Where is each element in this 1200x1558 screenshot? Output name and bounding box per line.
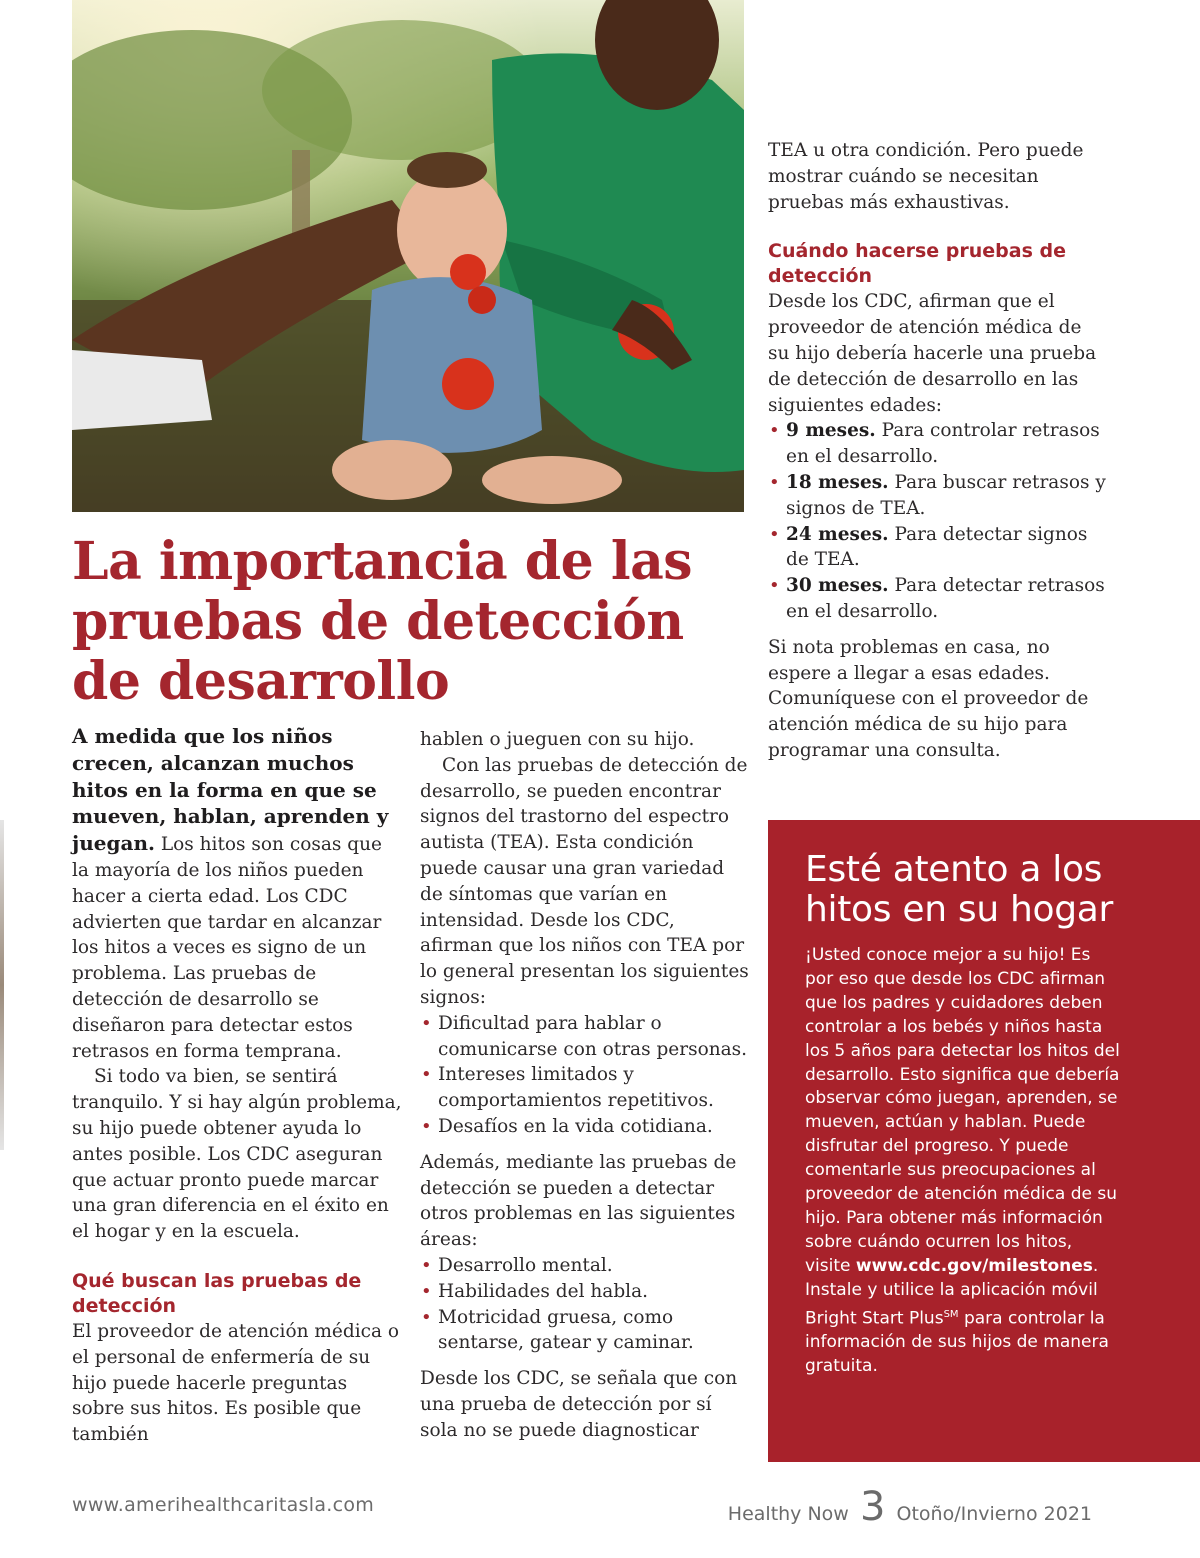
list-item: • 18 meses. Para buscar retrasos y signos de TEA. (769, 471, 1106, 519)
paragraph: Con las pruebas de detección de desarrollo, se pueden encontrar signos del trastorno del espectro autista (TEA). Esta condición puede causar una gran variedad de síntomas que varían en intensidad. Desde los CDC, afirman que los niños con TEA por lo general presentan los siguientes signos: (420, 754, 749, 1008)
bullet-icon: • (421, 1115, 432, 1137)
photo-mother-baby-tomatoes-icon (72, 0, 744, 512)
hero-photo (72, 0, 744, 512)
bullet-icon: • (769, 523, 780, 545)
paragraph: Además, mediante las pruebas de detección se pueden a detectar otros problemas en las siguientes áreas: (420, 1151, 737, 1251)
signs-list (420, 1011, 752, 1140)
intro-lead: A medida que los niños crecen, alcanzan muchos hitos en la forma en que se mueven, hablan, aprenden y juegan. (72, 724, 389, 856)
list-item: • Desarrollo mental. (420, 1253, 752, 1279)
bullet-icon: • (421, 1064, 432, 1086)
intro-rest: Los hitos son cosas que la mayoría de los niños pueden hacer a cierta edad. Los CDC advierten que tardar en alcanzar los hitos a veces es signo de un problema. Las pruebas de detección de desarrollo se diseñaron para detectar estos retrasos en forma temprana. (72, 834, 382, 1062)
page-edge-shadow (0, 820, 4, 1150)
continued-text: TEA u otra condición. Pero puede mostrar cuándo se necesitan pruebas más exhaustivas. (768, 140, 1084, 213)
list-item: • 24 meses. Para detectar signos de TEA. (769, 523, 1088, 571)
section-heading: Qué buscan las pruebas de detección (72, 1269, 362, 1317)
page-number: 3 (859, 1484, 886, 1530)
milestones-sidebar (768, 820, 1200, 1462)
column-1 (72, 724, 402, 1448)
page-footer (72, 1484, 1092, 1530)
sidebar-title: Esté atento a los hitos en su hogar (805, 849, 1114, 930)
column-2 (420, 727, 752, 1444)
bullet-icon: • (421, 1280, 432, 1302)
bullet-icon: • (421, 1306, 432, 1328)
bullet-icon: • (769, 575, 780, 597)
issue-season: Otoño/Invierno 2021 (896, 1503, 1092, 1525)
list-item: • Desafíos en la vida cotidiana. (420, 1114, 752, 1140)
section-heading: Cuándo hacerse pruebas de detección (768, 240, 1066, 288)
footer-right (728, 1484, 1092, 1530)
bullet-icon: • (421, 1254, 432, 1276)
service-mark: SM (943, 1308, 959, 1320)
cdc-milestones-link[interactable]: www.cdc.gov/milestones (855, 1255, 1093, 1276)
footer-url[interactable]: www.amerihealthcaritasla.com (72, 1494, 375, 1516)
areas-list (420, 1253, 752, 1356)
paragraph: Si nota problemas en casa, no espere a llegar a esas edades. Comuníquese con el proveedor de atención médica de su hijo para programar una consulta. (768, 636, 1089, 761)
bullet-icon: • (769, 420, 780, 442)
paragraph: Desde los CDC, afirman que el proveedor de atención médica de su hijo debería hacerle una prueba de detección de desarrollo en las siguientes edades: (768, 291, 1097, 416)
bullet-icon: • (421, 1012, 432, 1034)
intro-paragraph (72, 724, 402, 1064)
sidebar-text: ¡Usted conoce mejor a su hijo! Es por eso que desde los CDC afirman que los padres y cuidadores deben controlar a los bebés y niños hasta los 5 años para detectar los hitos del desarrollo. Esto significa que debería observar cómo juegan, aprenden, se mueven, actúan y hablan. Puede disfrutar del progreso. Y puede comentarle sus preocupaciones al proveedor de atención médica de su hijo. Para obtener más información sobre cuándo ocurren los hitos, visite www.cdc.gov/milestones. Instale y utilice la aplicación móvil Bright Start Plus℠ para controlar la información de sus hijos de manera gratuita. (805, 945, 1120, 1377)
column-3 (768, 138, 1108, 764)
bullet-icon: • (769, 471, 780, 493)
list-item: • 9 meses. Para controlar retrasos en el desarrollo. (769, 420, 1100, 468)
article-title: La importancia de las pruebas de detección de desarrollo (72, 531, 693, 712)
list-item: • Intereses limitados y comportamientos repetitivos. (421, 1064, 714, 1112)
continued-text: hablen o jueguen con su hijo. (420, 729, 695, 750)
paragraph: Desde los CDC, se señala que con una prueba de detección por sí sola no se puede diagnosticar (420, 1368, 738, 1441)
paragraph: Si todo va bien, se sentirá tranquilo. Y si hay algún problema, su hijo puede obtener ayuda lo antes posible. Los CDC aseguran que actuar pronto puede marcar una gran diferencia en el éxito en el hogar y en la escuela. (72, 1066, 402, 1243)
ages-list (768, 418, 1108, 624)
publication-name: Healthy Now (727, 1503, 849, 1525)
list-item: • Motricidad gruesa, como sentarse, gatear y caminar. (421, 1306, 694, 1354)
list-item: • 30 meses. Para detectar retrasos en el desarrollo. (769, 575, 1105, 622)
list-item: • Habilidades del habla. (420, 1279, 752, 1305)
list-item: • Dificultad para hablar o comunicarse con otras personas. (421, 1012, 748, 1060)
paragraph: El proveedor de atención médica o el personal de enfermería de su hijo puede hacerle preguntas sobre sus hitos. Es posible que también (72, 1320, 400, 1446)
